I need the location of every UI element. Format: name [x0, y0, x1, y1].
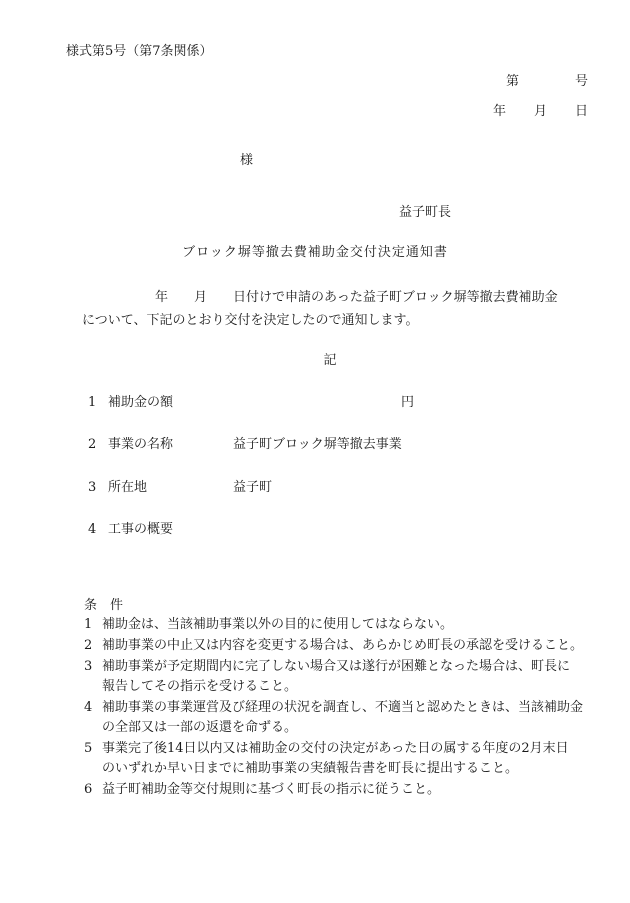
condition-item: [84, 782, 440, 798]
document-title: ブロック塀等撤去費補助金交付決定通知書: [182, 245, 448, 260]
condition-text: 補助事業が予定期間内に完了しない場合又は遂行が困難となった場合は、町長に: [102, 659, 571, 674]
item-project-name: [88, 437, 173, 453]
conditions-heading: 条 件: [84, 598, 124, 613]
condition-text: 補助事業の中止又は内容を変更する場合は、あらかじめ町長の承認を受けること。: [102, 638, 584, 653]
condition-text: 補助事業の事業運営及び経理の状況を調査し、不適当と認めたときは、当該補助金: [102, 700, 584, 715]
item-work-summary: [88, 522, 173, 538]
condition-item: [84, 638, 583, 654]
item-label: 所在地: [108, 480, 148, 495]
condition-number: 2: [84, 638, 93, 653]
condition-number: 1: [84, 617, 93, 632]
date-month-label: 月: [533, 104, 547, 119]
document-number: [0, 74, 588, 90]
body-text-line-2: について、下記のとおり交付を決定したので通知します。: [82, 313, 419, 328]
condition-text: 益子町補助金等交付規則に基づく町長の指示に従うこと。: [102, 782, 441, 797]
sender: 益子町長: [399, 205, 452, 220]
condition-text-continued: のいずれか早い日までに補助事業の実績報告書を町長に提出すること。: [102, 761, 519, 776]
condition-item: [84, 617, 453, 633]
item-value: 益子町ブロック塀等撤去事業: [233, 437, 402, 452]
condition-text-continued: 報告してその指示を受けること。: [102, 679, 298, 694]
condition-text: 補助金は、当該補助事業以外の目的に使用してはならない。: [102, 617, 454, 632]
item-value: 益子町: [233, 480, 273, 495]
condition-item: [84, 700, 583, 716]
item-value: 円: [401, 395, 415, 410]
item-location: [88, 480, 147, 496]
issue-date: [0, 104, 588, 120]
ki-heading: 記: [323, 353, 337, 368]
item-label: 事業の名称: [108, 437, 174, 452]
item-number: 2: [88, 437, 97, 452]
condition-number: 6: [84, 782, 93, 797]
condition-number: 4: [84, 700, 93, 715]
doc-number-suffix: 号: [574, 74, 588, 89]
item-number: 1: [88, 395, 97, 410]
date-year-label: 年: [492, 104, 506, 119]
condition-text-continued: の全部又は一部の返還を命ずる。: [102, 720, 298, 735]
condition-number: 5: [84, 741, 93, 756]
body-text-line-1: 年 月 日付けで申請のあった益子町ブロック塀等撤去費補助金: [155, 290, 558, 305]
item-number: 3: [88, 480, 97, 495]
condition-number: 3: [84, 659, 93, 674]
item-label: 補助金の額: [108, 395, 174, 410]
addressee: 様: [240, 153, 254, 168]
item-number: 4: [88, 522, 97, 537]
condition-item: [84, 741, 569, 757]
form-number: 様式第5号（第7条関係）: [66, 44, 213, 59]
condition-item: [84, 659, 570, 675]
item-label: 工事の概要: [108, 522, 174, 537]
doc-number-prefix: 第: [505, 74, 519, 89]
item-subsidy-amount: [88, 395, 173, 411]
date-day-label: 日: [574, 104, 588, 119]
condition-text: 事業完了後14日以内又は補助金の交付の決定があった日の属する年度の2月末日: [102, 741, 569, 756]
